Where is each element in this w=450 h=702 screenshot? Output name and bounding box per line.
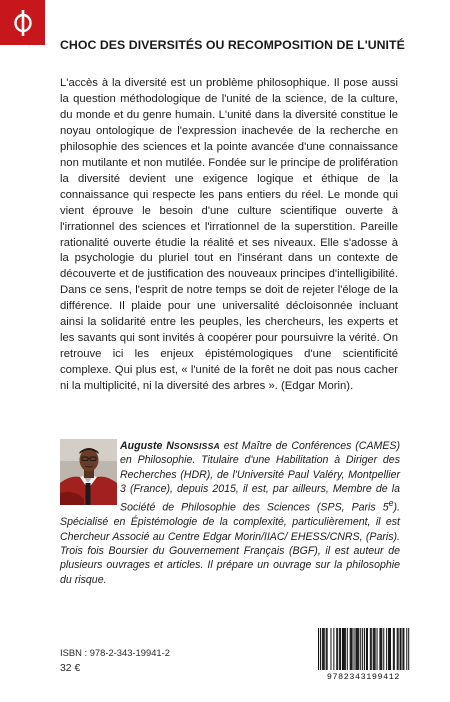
- barcode-bar: [326, 628, 327, 670]
- barcode-bar: [318, 628, 319, 670]
- back-cover-blurb: L'accès à la diversité est un problème philosophique. Il pose aussi la question méthodologique de l'unité de la science, de la culture, du monde et du genre humain. L'unité dans la diversité constitue le noyau ontologique de l'expression inachevée de la recherche en philosophie des sciences et la pointe avancée d'une connaissance non mutilante et non mutilée. Fondée sur le principe de prolifération la diversité devient une exigence logique et éthique de la connaissance qui respecte les pans entiers du réel. Le monde qui vient éprouve le besoin d'une culture scientifique ouverte à l'irrationnel des sciences et l'irrationnel de la superstition. Pareille rationalité ouverte étudie la réalité et ses niveaux. Elle s'adosse à la psychologie du pluriel tout en l'insérant dans un contexte de découverte et de justification des nouveaux principes d'intelligibilité. Dans ce sens, l'esprit de notre temps se doit de rejeter l'éloge de la différence. Il plaide pour une universalité décloisonnée incluant ainsi la solidarité entre les peuples, les chercheurs, les experts et les savants qui sont invités à coopérer pour poursuivre la vérité. On retrouve ici les enjeux épistémologiques d'une scientificité complexe. Qui plus est, « l'unité de la forêt ne doit pas nous cacher ni la multiplicité, ni la diversité des arbres ». (Edgar Morin).: [60, 77, 398, 393]
- barcode-bar: [377, 628, 378, 670]
- barcode-bar: [373, 628, 374, 670]
- author-name: Auguste NSONSISSA: [120, 440, 220, 452]
- barcode-bar: [408, 628, 409, 670]
- isbn: ISBN : 978-2-343-19941-2: [60, 647, 170, 658]
- barcode-bar: [397, 628, 398, 670]
- barcode-bar: [355, 628, 356, 670]
- phi-symbol-icon: [12, 8, 34, 38]
- barcode-bar: [401, 628, 402, 670]
- author-photo: [60, 439, 117, 505]
- barcode-bar: [400, 628, 401, 670]
- barcode-bar: [350, 628, 351, 670]
- barcode-bar: [351, 628, 352, 670]
- barcode-bar: [342, 628, 343, 670]
- barcode-bar: [336, 628, 337, 670]
- barcode-bar: [320, 628, 321, 670]
- barcode-bar: [345, 628, 346, 670]
- barcode-bar: [358, 628, 359, 670]
- price: 32 €: [60, 663, 81, 674]
- barcode-bar: [380, 628, 381, 670]
- barcode-bar: [375, 628, 376, 670]
- barcode-bar: [337, 628, 338, 670]
- barcode-bar: [390, 628, 391, 670]
- barcode-bar: [381, 628, 382, 670]
- barcode-bar: [394, 628, 395, 670]
- barcode-bar: [352, 628, 353, 670]
- barcode: [316, 628, 411, 682]
- barcode-bar: [330, 628, 331, 670]
- barcode-bar: [406, 628, 407, 670]
- barcode-bar: [356, 628, 357, 670]
- author-bio-text-2: ). Spécialisé en Épistémologie de la complexité, particulièrement, il est Chercheur Associé au Centre Edgar Morin/IIAC/ EHESS/CNRS, (Paris). Trois fois Boursier du Gouvernement Français (BGF), il est auteur de plusieurs ouvrages et articles. Il prépare un ouvrage sur la philosophie du risque.: [60, 501, 400, 586]
- barcode-bars: [316, 628, 411, 672]
- barcode-bar: [379, 628, 380, 670]
- barcode-bar: [389, 628, 390, 670]
- author-bio-text-1: est Maître de Conférences (CAMES) en Philosophie. Titulaire d'une Habilitation à Diriger des Recherches (HDR), de l'Université Paul Valéry, Montpellier 3 (France), depuis 2015, il est, par ailleurs, Membre de la Société de Philosophie des Sciences (SPS, Paris 5: [120, 440, 400, 514]
- barcode-bar: [366, 628, 367, 670]
- barcode-bar: [324, 628, 325, 670]
- barcode-bar: [322, 628, 323, 670]
- barcode-number: 9782343199412: [326, 672, 401, 682]
- barcode-bar: [370, 628, 371, 670]
- barcode-bar: [327, 628, 328, 670]
- barcode-bar: [360, 628, 361, 670]
- barcode-bar: [398, 628, 399, 670]
- barcode-bar: [393, 628, 394, 670]
- barcode-bar: [344, 628, 345, 670]
- barcode-bar: [367, 628, 368, 670]
- publisher-logo: [0, 0, 45, 45]
- book-title: CHOC DES DIVERSITÉS OU RECOMPOSITION DE L'UNITÉ: [60, 38, 405, 52]
- barcode-bar: [343, 628, 344, 670]
- barcode-bar: [403, 628, 404, 670]
- barcode-bar: [386, 628, 387, 670]
- barcode-bar: [364, 628, 365, 670]
- barcode-bar: [354, 628, 355, 670]
- barcode-bar: [371, 628, 372, 670]
- barcode-bar: [347, 628, 348, 670]
- barcode-bar: [374, 628, 375, 670]
- barcode-bar: [340, 628, 341, 670]
- author-bio-sup: e: [388, 498, 394, 509]
- barcode-bar: [383, 628, 384, 670]
- barcode-bar: [357, 628, 358, 670]
- barcode-bar: [362, 628, 363, 670]
- barcode-bar: [323, 628, 324, 670]
- barcode-bar: [402, 628, 403, 670]
- barcode-bar: [388, 628, 389, 670]
- barcode-bar: [339, 628, 340, 670]
- barcode-bar: [333, 628, 334, 670]
